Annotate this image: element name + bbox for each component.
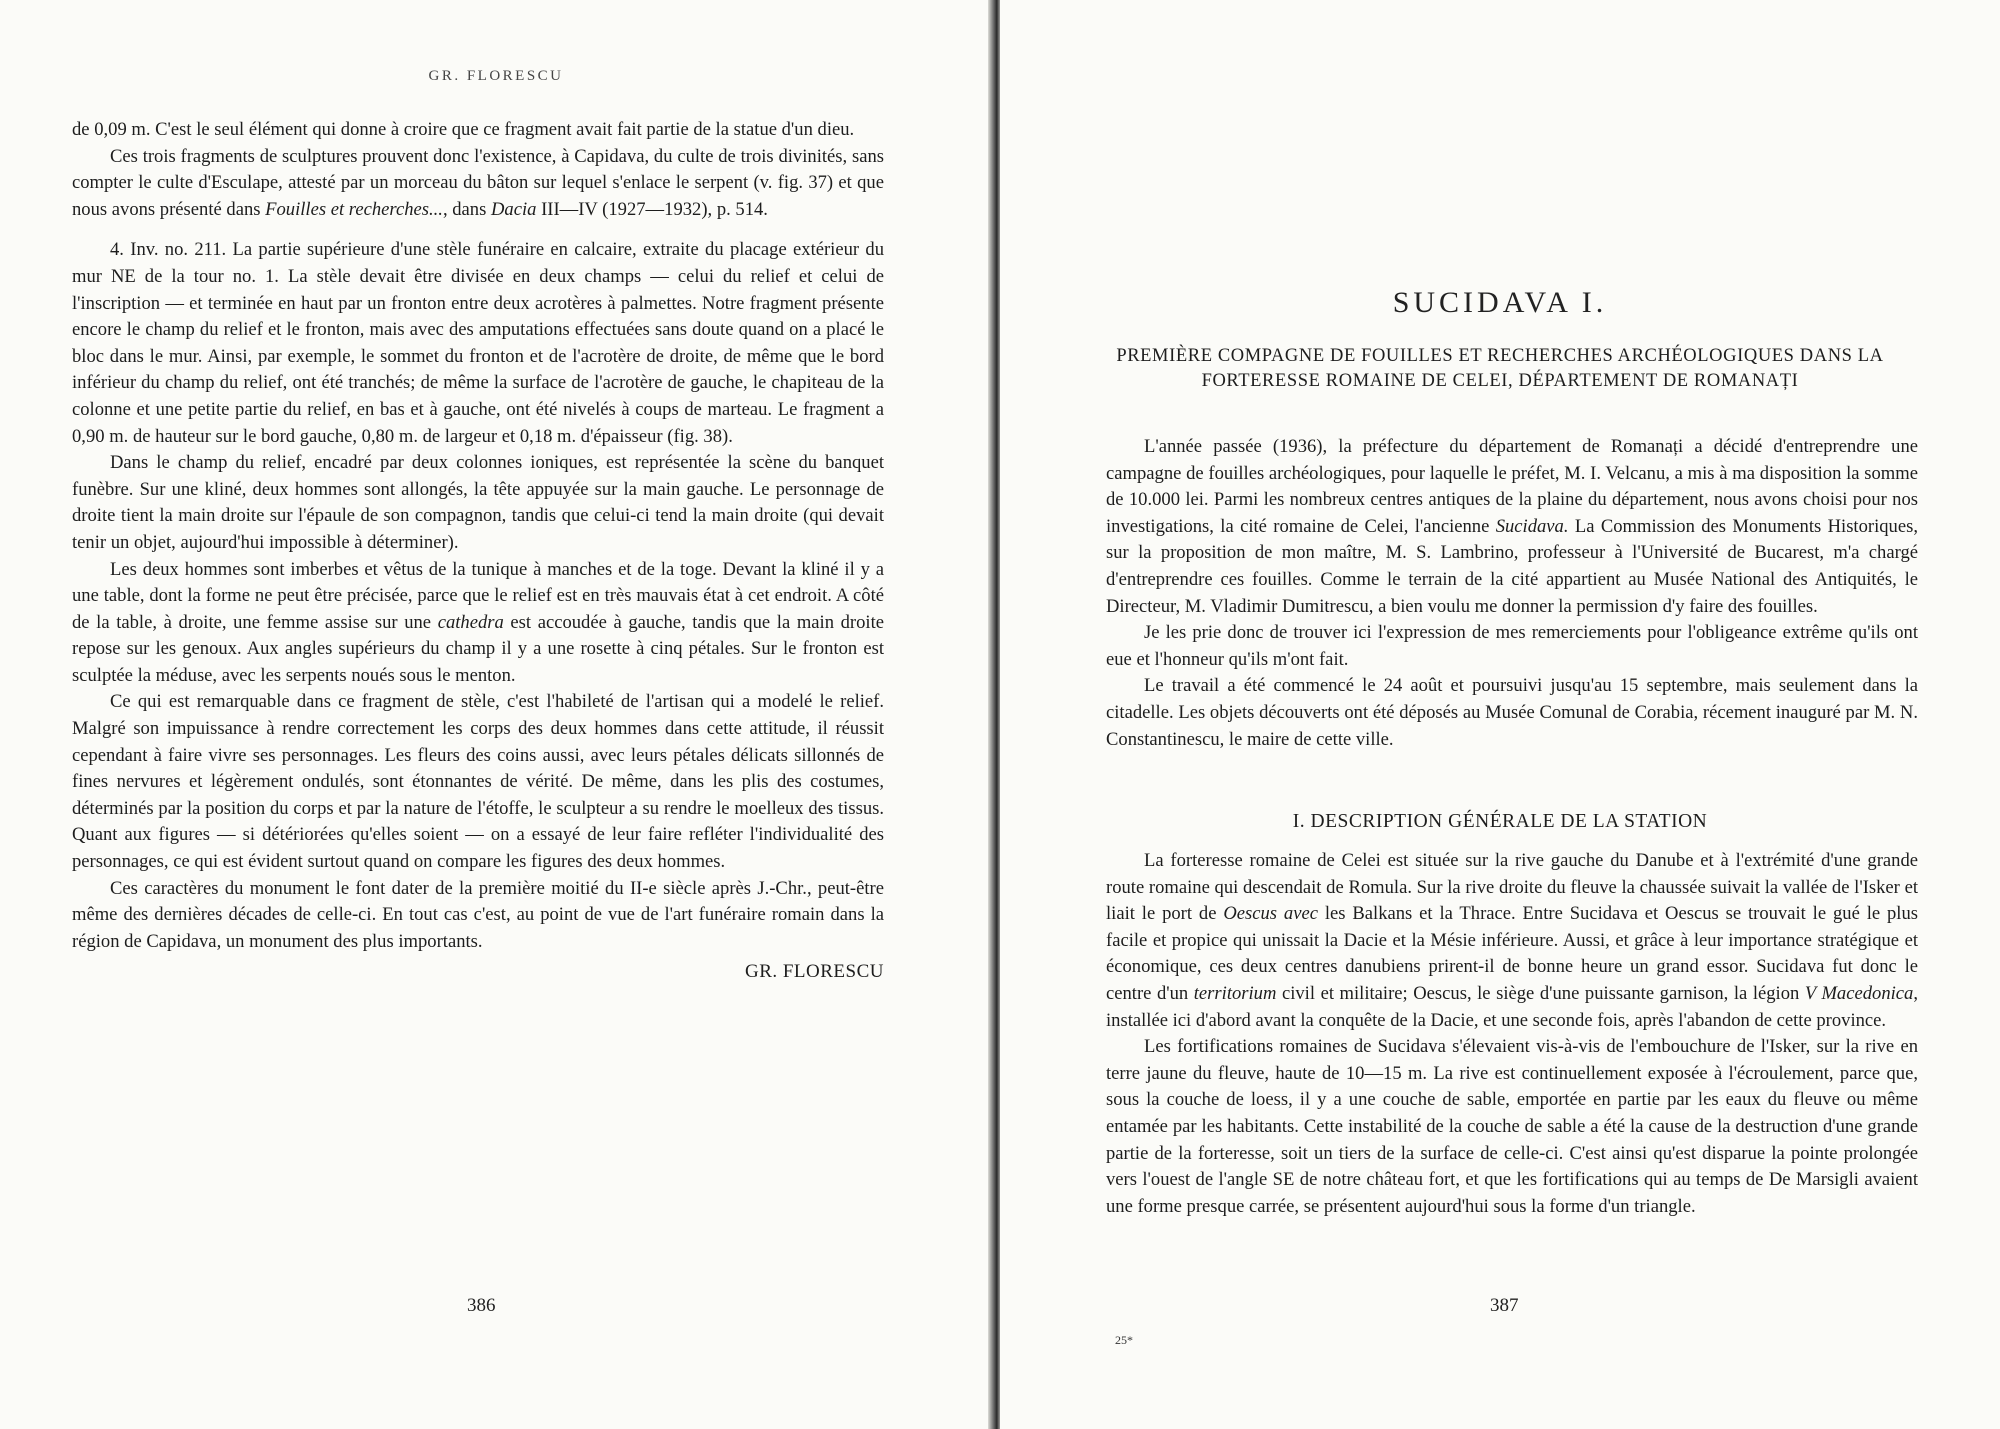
left-page [0, 0, 992, 1429]
italic-term: Dacia [490, 198, 537, 220]
author-signature: GR. FLORESCU [744, 961, 884, 983]
italic-term: Fouilles et recherches... [265, 198, 443, 220]
paragraph-italic-refs: Les deux hommes sont imberbes et vêtus de la tunique à manches et de la toge. Devant la kliné il y a une table, dont la forme ne peut être précisée, parce que le relief est en très mauvais état à cet endroit. A côté de la table, à droite, une femme assise sur une cathedra est accoudée à gauche, tandis que la main droite repose sur les genoux. Aux angles supérieurs du champ il y a une rosette à cinq pétales. Sur le fronton est sculptée la méduse, avec les serpents noués sous le menton. [72, 558, 884, 686]
paragraph: Ce qui est remarquable dans ce fragment de stèle, c'est l'habileté de l'artisan qui a modelé le relief. Malgré son impuissance à rendre correctement les corps des deux hommes dans cette attitude, il réussit cependant à faire vivre ses personnages. Les fleurs des coins aussi, avec leurs pétales délicats sillonnés de fines nervures et légèrement ondulés, sont étonnantes de vérité. De même, dans les plis des costumes, déterminés par la position du corps et par la nature de l'étoffe, le sculpteur a su rendre le moelleux des tissus. Quant aux figures — si détériorées qu'elles soient — on a essayé de leur faire refléter l'individualité des personnages, ce qui est évident surtout quand on compare les figures des deux hommes. [72, 691, 884, 873]
paragraph: Dans le champ du relief, encadré par deux colonnes ioniques, est représentée la scène du banquet funèbre. Sur une kliné, deux hommes sont allongés, la tête appuyée sur la main gauche. Le personnage de droite tient la main droite sur l'épaule de son compagnon, tandis que celui-ci tend la main droite (qui devait tenir un objet, aujourd'hui impossible à déterminer). [72, 452, 884, 553]
section-text-block [1106, 848, 1918, 1220]
page-number: 386 [467, 1295, 496, 1316]
article-subtitle: PREMIÈRE COMPAGNE DE FOUILLES ET RECHERCHES ARCHÉOLOGIQUES DANS LA FORTERESSE ROMAINE DE CELEI, DÉPARTEMENT DE ROMANAȚI [1116, 346, 1884, 391]
section-heading: I. DESCRIPTION GÉNÉRALE DE LA STATION [1292, 811, 1708, 832]
paragraph: Je les prie donc de trouver ici l'expression de mes remerciements pour l'obligeance extrême qu'ils ont eue et l'honneur qu'ils m'ont fait. [1106, 622, 1918, 670]
italic-term: Sucidava. [1495, 515, 1569, 537]
paragraph: Ces caractères du monument le font dater de la première moitié du II-e siècle après J.-Chr., peut-être même des dernières décades de celle-ci. En tout cas c'est, au point de vue de l'art funéraire romain dans la région de Capidava, un monument des plus importants. [72, 877, 884, 952]
italic-term: Oescus avec [1223, 903, 1318, 925]
page-number: 387 [1490, 1295, 1519, 1316]
running-head: GR. FLORESCU [428, 68, 564, 84]
italic-term: V Macedonica [1804, 982, 1914, 1004]
paragraph: Le travail a été commencé le 24 août et poursuivi jusqu'au 15 septembre, mais seulement dans la citadelle. Les objets découverts ont été déposés au Musée Comunal de Corabia, récement inauguré par M. N. Constantinescu, le maire de cette ville. [1106, 675, 1918, 750]
paragraph: Les fortifications romaines de Sucidava s'élevaient vis-à-vis de l'embouchure de l'Isker, sur la rive en terre jaune du fleuve, haute de 10—15 m. La rive est continuellement exposée à l'écroulement, parce que, sous la couche de loess, il y a une couche de sable, emportée en partie par les eaux du fleuve ou même entamée par les habitants. Cette instabilité de la couche de sable a été la cause de la destruction d'une grande partie de la forteresse, soit un tiers de la surface de celle-ci. C'est ainsi qu'est disparue la pointe prolongée vers l'ouest de l'angle SE de notre château fort, et que les fortifications qui au temps de De Marsigli avaient une forme presque carrée, se présentent aujourd'hui sous la forme d'un triangle. [1106, 1036, 1918, 1217]
paragraph: 4. Inv. no. 211. La partie supérieure d'une stèle funéraire en calcaire, extraite du placage extérieur du mur NE de la tour no. 1. La stèle devait être divisée en deux champs — celui du relief et celui de l'inscription — et terminée en haut par un fronton entre deux acrotères à palmettes. Notre fragment présente encore le champ du relief et le fronton, mais avec des amputations effectuées sans doute quand on a placé le bloc dans le mur. Ainsi, par exemple, le sommet du fronton et de l'acrotère de droite, de même que le bord inférieur du champ du relief, ont été tranchés; de même la surface de l'acrotère de gauche, le chapiteau de la colonne et une petite partie du relief, en bas et à gauche, ont été nivelés à coups de marteau. Le fragment a 0,90 m. de hauteur sur le bord gauche, 0,80 m. de largeur et 0,18 m. d'épaisseur (fig. 38). [72, 239, 884, 447]
paragraph-italic-refs: L'année passée (1936), la préfecture du département de Romanați a décidé d'entreprendre une campagne de fouilles archéologiques, pour laquelle le préfet, M. I. Velcanu, a mis à ma disposition la somme de 10.000 lei. Parmi les nombreux centres antiques de la plaine du département, nous avons choisi pour nos investigations, la cité romaine de Celei, l'ancienne Sucidava. La Commission des Monuments Historiques, sur la proposition de mon maître, M. S. Lambrino, professeur à l'Université de Bucarest, m'a chargé d'entreprendre ces fouilles. Comme le terrain de la cité appartient au Musée National des Antiquités, le Directeur, M. Vladimir Dumitrescu, a bien voulu me donner la permission d'y faire des fouilles. [1106, 436, 1918, 617]
italic-term: territorium [1193, 982, 1277, 1004]
left-text-block [72, 117, 884, 986]
italic-term: cathedra [437, 611, 504, 633]
paragraph-italic-refs: La forteresse romaine de Celei est située sur la rive gauche du Danube et à l'extrémité d'une grande route romaine qui descendait de Romula. Sur la rive droite du fleuve la chaussée suivait la vallée de l'Isker et liait le port de Oescus avec les Balkans et la Thrace. Entre Sucidava et Oescus se trouvait le gué le plus facile et propice qui unissait la Dacie et la Mésie inférieure. Aussi, et grâce à leur importance stratégique et économique, ces deux centres danubiens prirent-il de bonne heure un grand essor. Sucidava fut donc le centre d'un territorium civil et militaire; Oescus, le siège d'une puissante garnison, la légion V Macedonica, installée ici d'abord avant la conquête de la Dacie, et une seconde fois, après l'abandon de cette province. [1106, 850, 1918, 1031]
printer-signature-mark: 25* [1115, 1333, 1133, 1347]
right-page [1000, 0, 2000, 1429]
paragraph-italic-refs: Ces trois fragments de sculptures prouvent donc l'existence, à Capidava, du culte de trois divinités, sans compter le culte d'Esculape, attesté par un morceau du bâton sur lequel s'enlace le serpent (v. fig. 37) et que nous avons présenté dans Fouilles et recherches..., dans Dacia III—IV (1927—1932), p. 514. [72, 145, 884, 220]
article-title: SUCIDAVA I. [1392, 286, 1608, 319]
paragraph: de 0,09 m. C'est le seul élément qui donne à croire que ce fragment avait fait partie de la statue d'un dieu. [72, 119, 855, 140]
intro-text-block [1106, 434, 1918, 753]
